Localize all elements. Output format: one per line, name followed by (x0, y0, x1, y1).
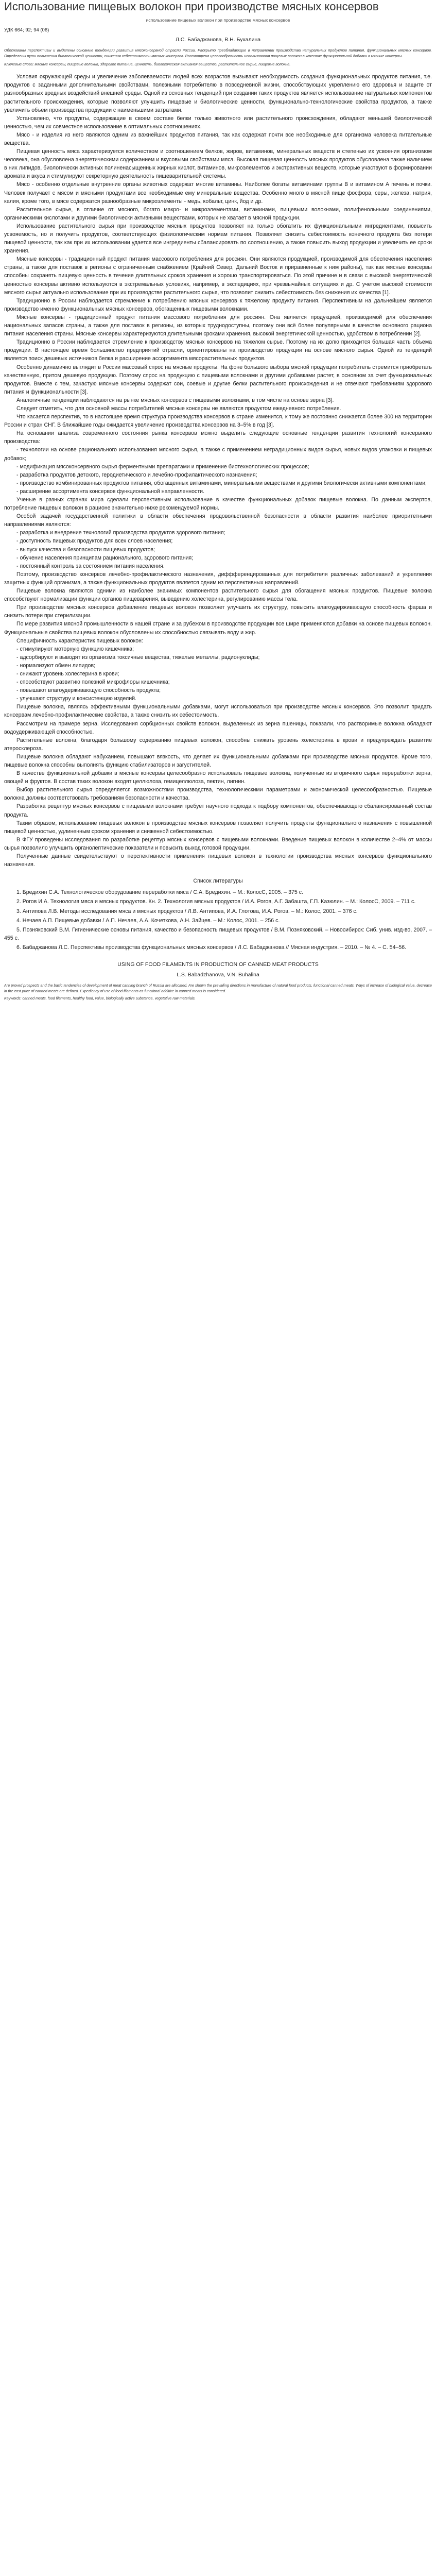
body-paragraph: По мере развития мясной промышленности в нашей стране и за рубежом в производстве продукции все шире применяются добавки на основе пищевых волокон. Функциональные свойства пищевых волокон обусловлены их способностью связывать воду и жир. (4, 621, 432, 636)
list-item: - способствуют развитию полезной микрофлоры кишечника; (16, 679, 170, 686)
article-authors: Л.С. Бабаджанова, В.Н. Бухалина (175, 37, 261, 43)
list-item: - разработка продуктов детского, геродиетического и лечебно-профилактического назначения; (16, 471, 257, 478)
body-paragraph: Особой задачей государственной политики в области обеспечения продовольственной безопасности в области развития наиболее приоритетными направлениями являются: (4, 513, 432, 528)
body-paragraph: Традиционно в России наблюдается стремление к потреблению мясных консервов к тяжелому продукту питания. Перспективным на дальнейшем является производство именно функциональных мясных консервов, обогащенных пищевыми волокнами. (4, 297, 432, 312)
body-paragraph: Пищевые волокна являются одними из наиболее значимых компонентов растительного сырья для обогащения мясных продуктов. Пищевые волокна способствуют нормализации функции органов пищеварения, выведению холестерина, регулированию массы тела. (4, 588, 432, 603)
body-paragraph: Мясо - и изделия из него являются одним из важнейших продуктов питания, так как содержат почти все необходимые для организма человека питательные вещества. (4, 131, 432, 146)
body-paragraph: Пищевые волокна обладают набуханием, повышают вязкость, что делает их функциональными добавками при производстве мясных продуктов. Кроме того, пищевые волокна способны выполнять функцию стабилизаторов и загустителей. (4, 753, 432, 769)
body-paragraph: Следует отметить, что для основной массы потребителей мясные консервы не являются продуктом ежедневного потребления. (16, 405, 341, 412)
reference-item: 4. Нечаев А.П. Пищевые добавки / А.П. Нечаев, А.А. Кочеткова, А.Н. Зайцев. – М.: Колос, 2001. – 256 с. (16, 917, 280, 924)
article-title: Использование пищевых волокон при производстве мясных консервов (4, 0, 379, 13)
body-paragraph: При производстве мясных консервов добавление пищевых волокон позволяет улучшить их структуру, повысить влагоудерживающую способность фарша и снизить потери при стерилизации. (4, 604, 432, 619)
body-paragraph: Таким образом, использование пищевых волокон в производстве мясных консервов позволяет получить продукты функционального назначения с повышенной пищевой ценностью, удлиненным сроком хранения и сниженной себестоимостью. (4, 820, 432, 835)
article-body (4, 73, 432, 869)
body-paragraph: Мясные консервы - традиционный продукт питания массового потребления для россиян. Она является продукцией, производимой для обеспечения национальных запасов страны, а также для поставок в регионы, из которых труднодоступны, поэтому они всё более популярными в качестве основного рациона питания населения страны. Мясные консервы характеризуются длительными сроками хранения, высокой энергетической ценностью, удобством в потреблении [2]. (4, 314, 432, 337)
body-paragraph: Поэтому, производство консервов лечебно-профилактического назначения, диффференцированных для потребителя различных заболеваний и укрепления защитных функций организма, а также функциональных продуктов является одним из перспективных направлений. (4, 571, 432, 586)
list-item: - нормализуют обмен липидов; (16, 662, 96, 669)
body-paragraph: Использование растительного сырья при производстве мясных продуктов позволяет на только обогатить их функциональными ингредиентами, повысить усвояемость, но и получить продуктов, соответствующих физиологическим нормам питания. Позволяет снизить себестоимость конечного продукта без потери пищевой ценности, так как при их использовании удается все ингредиенты сбалансировать по соотношению, а также повысить выход продукции и увеличить ее сроки хранения. (4, 223, 432, 255)
list-item: - повышают влагоудерживающую способность продукта; (16, 687, 161, 694)
body-paragraph: Полученные данные свидетельствуют о перспективности применения пищевых волокон в технологии производства мясных консервов функционального назначения. (4, 853, 432, 868)
article-page (0, 0, 436, 1022)
reference-item: 5. Позняковский В.М. Гигиенические основы питания, качество и безопасность пищевых продуктов / В.М. Позняковский. – Новосибирск: Сиб. унив. изд-во, 2007. – 455 с. (4, 926, 432, 941)
body-paragraph: Ученые в разных странах мира сделали перспективным использование в качестве функциональных добавок пищевые волокна. По данным экспертов, потребление пищевых волокон в рационе значительно ниже рекомендуемой нормы. (4, 497, 432, 512)
list-item: - постоянный контроль за состоянием питания населения. (16, 563, 165, 569)
body-paragraph: Особенно динамично выглядит в России массовый спрос на мясные продукты. На фоне большого выбора мясной продукции потребитель стремится приобретать качественную, притом дешевую продукцию. Поэтому спрос на продукцию с пищевыми волокнами и другими добавками растет, в основном за счет функциональных продуктов. Вместе с тем, зачастую мясные консервы содержат сои, соевые и другие белки растительного происхождения и не отвечают требованиям здорового питания и функциональности [3]. (4, 364, 432, 395)
article-abstract: Обоснованы перспективы и выделены основные тенденции развития мясоконсервной отрасли России. Раскрыто преобладающие в направлении производства натуральных продуктов питания, функциональных мясных консервов. Определены пути повышения биологической ценности, снижения себестоимости мясных консервов. Рассмотрена целесообразность использования пищевых волокон в качестве функциональной добавки в мясные консервы. (4, 48, 432, 59)
body-paragraph: Аналогичные тенденции наблюдаются на рынке мясных консервов с пищевыми волокнами, в том числе на основе зерна [3]. (16, 397, 334, 403)
reference-item: 1. Бредихин С.А. Технологическое оборудование переработки мяса / С.А. Бредихин. – М.: КолосС, 2005. – 375 с. (16, 889, 303, 896)
reference-item: 3. Антипова Л.В. Методы исследования мяса и мясных продуктов / Л.В. Антипова, И.А. Глотова, И.А. Рогов. – М.: Колос, 2001. – 376 с. (16, 908, 358, 914)
list-item: - снижают уровень холестерина в крови; (16, 670, 119, 677)
list-item: - доступность пищевых продуктов для всех слоев населения; (16, 538, 173, 545)
list-item: - выпуск качества и безопасности пищевых продуктов; (16, 546, 155, 553)
body-paragraph: Мясные консервы - традиционный продукт питания массового потребления для россиян. Они являются продукцией, производимой для обеспечения населения страны, а также для поставок в регионы с ограниченным снабжением (Крайний Север, Дальний Восток и приравненные к ним районы), так как мясные консервы способны сохранять пищевую ценность в течение длительных сроков хранения и хорошо транспортироваться. По этой причине и в связи с высокой энергетической ценностью консервы активно используются в экстремальных условиях, например, в экспедициях, при чрезвычайных ситуациях и др. С учетом высокой стоимости мясного сырья актуально использование при их производстве растительного сырья, что позволит снизить себестоимость без снижения их качества [1]. (4, 256, 432, 296)
body-paragraph: Рассмотрим на примере зерна. Исследования сорбционных свойств волокон, выделенных из зерна пшеницы, показали, что растворимые волокна обладают водоудерживающей способностью. (4, 720, 432, 735)
body-paragraph: В ФГУ проведены исследования по разработке рецептур мясных консервов с пищевыми волокнами. Введение пищевых волокон в количестве 2–4% от массы сырья позволило улучшить органолептические показатели и повысить выход готовой продукции. (4, 836, 432, 851)
body-paragraph: Растительное сырье, в отличие от мясного, богато макро- и микроэлементами, витаминами, пищевыми волокнами, полифенольными соединениями, органическими кислотами и другими биологически активными веществами, которых не хватает в мясной продукции. (4, 206, 432, 221)
list-item: - разработка и внедрение технологий производства продуктов здорового питания; (16, 530, 225, 536)
references-list (4, 888, 432, 952)
body-paragraph: Пищевая ценность мяса характеризуется количеством и соотношением белков, жиров, витаминов, минеральных веществ и степенью их усвоения организмом человека, она обусловлена энергетическими содержанием и вкусовыми свойствами мяса. Высокая пищевая ценность мясных продуктов обусловлена также наличием в них липидов, биологически активных полиненасыщенных жирных кислот, витаминов, микроэлементов и экстрактивных веществ, которые участвуют в формировании аромата и вкуса и стимулируют секреторную деятельность пищеварительной системы. (4, 148, 432, 180)
list-item: - модификация мясоконсервного сырья ферментными препаратами и применение биотехнологических процессов; (16, 463, 309, 470)
list-item: - обучение населения принципам рационального, здорового питания; (16, 554, 194, 561)
body-paragraph: На основании анализа современного состояния рынка консервов можно выделить следующие основные тенденции развития технологий консервного производства: (4, 430, 432, 445)
body-paragraph: Традиционно в России наблюдается стремление к производству мясных консервов на тяжелом сырье. Поэтому на их долю приходится большая часть объема продукции. В настоящее время большинство предприятий отрасли, ориентированы на производство продукции на основе мясного сырья. Одной из тенденций является поиск дешевых источников белка и расширение ассортимента мясорастительных продуктов. (4, 339, 432, 362)
body-paragraph: Что касается перспектив, то в настоящее время структура производства консервов в стране изменится, к тому же постоянно снижается более 300 на территории России и стран СНГ. В ближайшие годы ожидается увеличение производства консервов на 3–5% в год [3]. (4, 414, 432, 429)
english-title: USING OF FOOD FILAMENTS IN PRODUCTION OF CANNED MEAT PRODUCTS (117, 961, 319, 968)
list-item: - улучшают структуру и консистенцию изделий. (16, 696, 137, 702)
body-paragraph: Специфичность характеристик пищевых волокон: (16, 637, 143, 644)
list-item: - производство комбинированных продуктов питания, обогащенных витаминами, минеральными веществами и другими биологически активными компонентами; (16, 480, 427, 486)
english-abstract: Are proved prospects and the basic tendencies of development of meat canning branch of Russia are allocated. Are shown the prevailing directions in manufacture of natural food products, functional canned meats. Ways of increase of biological value, decrease in the cost price of canned meats are defined. Expediency of use of food filaments as functional additive in canned meats is considered. (4, 982, 432, 994)
body-paragraph: Пищевые волокна, являясь эффективными функциональными добавками, могут использоваться при производстве мясных консервов. Это позволит придать консервам лечебно-профилактические свойства, а также снизить их себестоимость. (4, 704, 432, 719)
list-item: - адсорбируют и выводят из организма токсичные вещества, тяжелые металлы, радионуклиды; (16, 654, 260, 660)
list-item: - стимулируют моторную функцию кишечника; (16, 646, 134, 652)
reference-item: 2. Рогов И.А. Технология мяса и мясных продуктов. Кн. 2. Технология мясных продуктов / И.А. Рогов, А.Г. Забашта, Г.П. Казюлин. – М.: КолосС, 2009. – 711 с. (16, 899, 416, 905)
english-keywords: Keywords: canned meats, food filaments, healthy food, value, biologically active substance, vegetative raw materials. (4, 996, 196, 1001)
udc-code: УДК 664; 92; 94 (06) (4, 27, 49, 33)
english-authors: L.S. Babadzhanova, V.N. Buhalina (177, 971, 259, 978)
article-keywords: Ключевые слова: мясные консервы, пищевые волокна, здоровое питание, ценность, биологическая активная вещество, растительное сырье, пищевые волокна. (4, 62, 291, 67)
body-paragraph: Разработка рецептур мясных консервов с пищевыми волокнами требует научного подхода к подбору компонентов, обеспечивающего сбалансированный состав продукта. (4, 803, 432, 818)
list-item: - технологии на основе рационального использования мясного сырья, а также с применением нетрадиционных видов сырья, новых видов упаковки и пищевых добавок; (4, 447, 432, 462)
body-paragraph: Установлено, что продукты, содержащие в своем составе белки только животного или растительного происхождения, обладают меньшей биологической ценностью, чем их совместное использование в оптимальных соотношениях. (4, 115, 432, 130)
body-paragraph: В качестве функциональной добавки в мясные консервы целесообразно использовать пищевые волокна, полученные из вторичного сырья переработки зерна, овощей и фруктов. В состав таких волокон входят целлюлоза, гемицеллюлоза, пектин, лигнин. (4, 770, 432, 785)
reference-item: 6. Бабаджанова Л.С. Перспективы производства функциональных мясных консервов / Л.С. Бабаджанова // Мясная индустрия. – 2010. – № 4. – С. 54–56. (16, 944, 407, 951)
body-paragraph: Выбор растительного сырья определяется возможностями производства, технологическими параметрами и экономической целесообразностью. Пищевые волокна должны соответствовать требованиям безопасности и качества. (4, 787, 432, 802)
body-paragraph: Мясо - особенно отдельные внутренние органы животных содержат многие витамины. Наиболее богаты витаминами группы В и витамином А печень и почки. Человек получает с мясом и мясными продуктами все необходимые ему минеральные вещества. Особенно много в мясной пище фосфора, серы, железа, натрия, калия, кроме того, в мясе содержатся разнообразные микроэлементы - медь, кобальт, цинк, йод и др. (4, 181, 432, 205)
article-subtitle: использование пищевых волокон при производстве мясных консервов (146, 17, 290, 23)
body-paragraph: Условия окружающей среды и увеличение заболеваемости людей всех возрастов вызывают необходимость создания функциональных продуктов питания, т.е. продуктов с заданными дополнительными свойствами, полезными потребителю в повседневной жизни, способствующих укреплению его здоровья и защите от разнообразных вредных воздействий внешней среды. Одной из основных тенденций при создании таких продуктов является использование натуральных компонентов растительного происхождения, которые позволяют улучшить пищевые и биологические ценности, функционально-технологические свойства продуктов, а также увеличить объем производства продукции с наименьшими затратами. (4, 74, 432, 113)
list-item: - расширение ассортимента консервов функциональной направленности. (16, 488, 205, 495)
references-heading: Список литературы (193, 878, 243, 885)
body-paragraph: Растительные волокна, благодаря большому содержанию пищевых волокон, способны снижать уровень холестерина в крови и предупреждать развитие атеросклероза. (4, 737, 432, 752)
